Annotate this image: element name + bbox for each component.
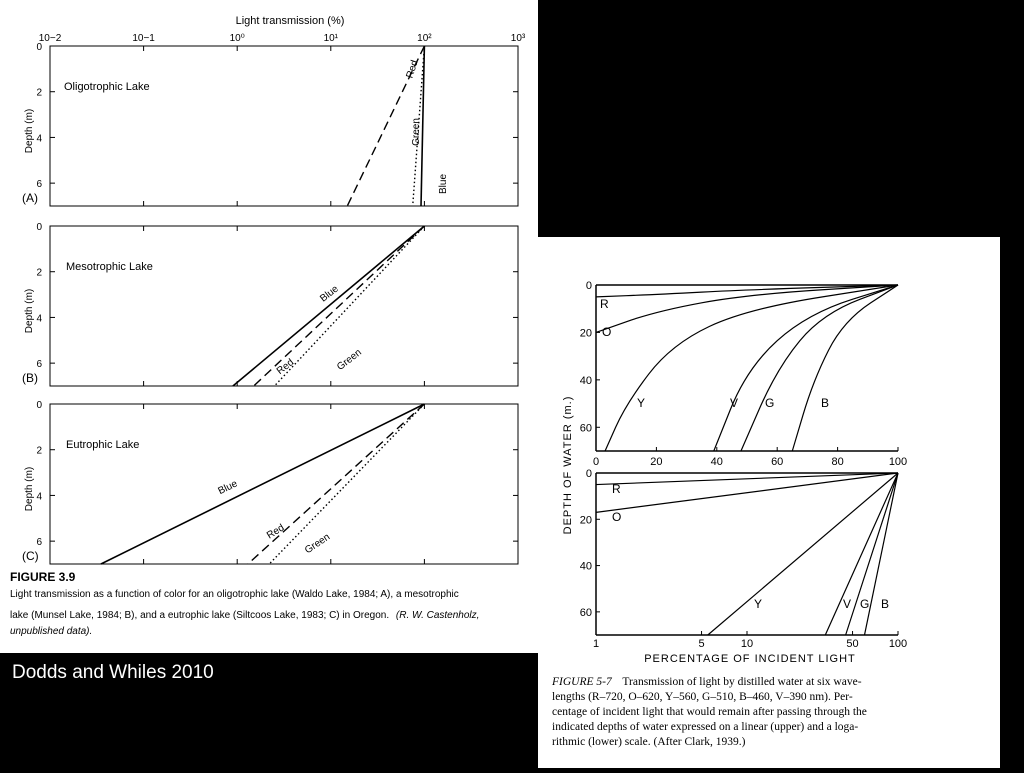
y-tick-label: 2 bbox=[36, 87, 42, 99]
series-label-g: G bbox=[765, 396, 775, 410]
series-label-o: O bbox=[602, 325, 612, 339]
x-tick-label: 10¹ bbox=[323, 33, 339, 44]
series-label-r: R bbox=[612, 482, 621, 496]
left-panels bbox=[22, 42, 518, 564]
x-tick-label: 10² bbox=[417, 33, 432, 44]
series-label-v: V bbox=[730, 396, 739, 410]
right-y-axis-label: DEPTH OF WATER (m.) bbox=[562, 395, 574, 535]
panel-title: Eutrophic Lake bbox=[66, 439, 140, 451]
right-caption-line-3: centage of incident light that would remain after passing through the bbox=[552, 706, 867, 718]
panel-title: Mesotrophic Lake bbox=[66, 261, 153, 273]
series-label-green: Green bbox=[411, 118, 422, 146]
series-label-b: B bbox=[821, 396, 830, 410]
x-tick-label: 20 bbox=[650, 456, 663, 468]
right-panels bbox=[580, 280, 907, 650]
y-tick-label: 0 bbox=[36, 400, 42, 411]
x-tick-label: 50 bbox=[846, 638, 859, 650]
panel-letter: (C) bbox=[22, 549, 39, 563]
y-tick-label: 2 bbox=[36, 267, 42, 279]
y-tick-label: 60 bbox=[579, 606, 592, 619]
y-tick-label: 20 bbox=[579, 327, 592, 340]
series-label-blue: Blue bbox=[216, 478, 240, 498]
y-tick-label: 0 bbox=[585, 280, 592, 292]
panel-letter: (A) bbox=[22, 191, 38, 205]
lake-panel bbox=[22, 222, 518, 386]
series-label-blue: Blue bbox=[318, 283, 341, 305]
y-tick-label: 2 bbox=[36, 445, 42, 457]
series-label-r: R bbox=[600, 297, 609, 311]
y-tick-label: 60 bbox=[579, 422, 592, 435]
y-axis-label: Depth (m) bbox=[24, 108, 35, 154]
lake-panel bbox=[22, 400, 518, 564]
series-label-green: Green bbox=[303, 531, 333, 557]
series-label-b: B bbox=[881, 597, 890, 611]
right-caption-line-2: lengths (R–720, O–620, Y–560, G–510, B–460, V–390 nm). Per- bbox=[552, 691, 853, 703]
slide-credit: Dodds and Whiles 2010 bbox=[12, 662, 214, 683]
x-axis-label: Light transmission (%) bbox=[235, 15, 345, 27]
x-tick-label: 60 bbox=[771, 456, 784, 468]
x-tick-label: 100 bbox=[888, 638, 908, 650]
lower-log-panel bbox=[580, 468, 907, 650]
series-curve-g bbox=[846, 473, 898, 635]
y-tick-label: 20 bbox=[579, 514, 592, 527]
right-caption-line-1: Transmission of light by distilled water at six wave- bbox=[622, 676, 862, 688]
series-label-red: Red bbox=[274, 357, 297, 378]
y-tick-label: 40 bbox=[579, 560, 592, 573]
right-caption-title: FIGURE 5-7 bbox=[552, 676, 612, 688]
y-tick-label: 4 bbox=[36, 313, 42, 325]
y-axis-label: Depth (m) bbox=[24, 466, 35, 512]
y-tick-label: 4 bbox=[36, 491, 42, 503]
caption-line-2 bbox=[10, 610, 479, 621]
panel-title: Oligotrophic Lake bbox=[64, 81, 150, 93]
series-label-green: Green bbox=[335, 347, 364, 373]
x-tick-label: 10−2 bbox=[38, 33, 62, 44]
caption-line-1: Light transmission as a function of color for an oligotrophic lake (Waldo Lake, 1984; A), a mesotrophic bbox=[10, 589, 459, 600]
left-figure bbox=[0, 0, 538, 653]
y-tick-label: 6 bbox=[36, 179, 42, 191]
y-tick-label: 0 bbox=[36, 222, 42, 233]
upper-linear-panel bbox=[580, 280, 907, 468]
series-curve-r bbox=[596, 285, 898, 297]
caption-line-2-italic: (R. W. Castenholz, bbox=[395, 610, 480, 621]
caption-title: FIGURE 3.9 bbox=[10, 570, 76, 584]
x-tick-label: 10−1 bbox=[132, 33, 155, 44]
series-label-y: Y bbox=[637, 396, 646, 410]
caption-line-3: unpublished data). bbox=[10, 626, 93, 637]
lake-panel bbox=[22, 42, 518, 206]
series-label-y: Y bbox=[754, 597, 763, 611]
y-axis-label: Depth (m) bbox=[24, 288, 35, 334]
x-tick-label: 10³ bbox=[510, 33, 526, 44]
series-label-red: Red bbox=[404, 58, 421, 80]
y-tick-label: 40 bbox=[579, 374, 592, 387]
series-line-blue bbox=[233, 226, 424, 386]
series-label-blue: Blue bbox=[438, 173, 449, 195]
x-tick-label: 100 bbox=[888, 456, 908, 468]
left-chart-svg bbox=[0, 0, 538, 653]
series-label-v: V bbox=[843, 597, 852, 611]
series-curve-b bbox=[792, 285, 898, 451]
series-label-o: O bbox=[612, 510, 622, 524]
right-x-axis-label: PERCENTAGE OF INCIDENT LIGHT bbox=[644, 653, 856, 665]
series-line-red bbox=[248, 404, 425, 564]
panel-letter: (B) bbox=[22, 371, 38, 385]
series-line-green bbox=[269, 404, 424, 564]
x-tick-label: 5 bbox=[698, 638, 705, 650]
caption-line-2-text: lake (Munsel Lake, 1984; B), and a eutrophic lake (Siltcoos Lake, 1983; C) in Oregon. bbox=[10, 610, 390, 621]
x-tick-label: 0 bbox=[592, 456, 600, 468]
series-label-red: Red bbox=[264, 522, 287, 542]
y-tick-label: 0 bbox=[36, 42, 42, 53]
series-label-g: G bbox=[860, 597, 870, 611]
right-caption bbox=[551, 676, 870, 748]
series-curve-v bbox=[714, 285, 898, 451]
right-caption-line-5: rithmic (lower) scale. (After Clark, 1939.) bbox=[552, 736, 746, 748]
x-tick-label: 40 bbox=[710, 456, 723, 468]
right-figure bbox=[538, 237, 1000, 768]
x-tick-label: 80 bbox=[831, 456, 844, 468]
y-tick-label: 6 bbox=[36, 537, 42, 549]
right-chart-svg bbox=[538, 237, 1000, 768]
x-tick-label: 10 bbox=[740, 638, 754, 650]
right-caption-line-4: indicated depths of water expressed on a linear (upper) and a loga- bbox=[552, 721, 859, 733]
x-tick-label: 1 bbox=[592, 638, 600, 650]
y-tick-label: 4 bbox=[36, 133, 42, 145]
y-tick-label: 6 bbox=[36, 359, 42, 371]
series-line-blue bbox=[101, 404, 424, 564]
y-tick-label: 0 bbox=[585, 468, 592, 480]
x-tick-label: 10⁰ bbox=[229, 33, 245, 44]
plot-frame bbox=[50, 404, 518, 564]
x-tick-labels bbox=[39, 33, 526, 44]
